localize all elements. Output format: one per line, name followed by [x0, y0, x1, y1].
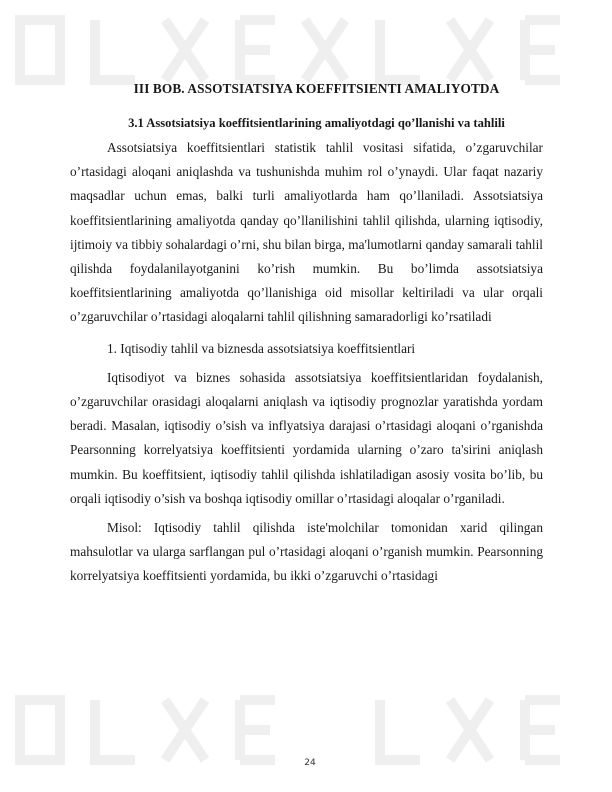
page-number: 24 [304, 758, 316, 768]
chapter-title: III BOB. ASSOTSIATSIYA KOEFFITSIENTI AMALIYOTDA [133, 81, 500, 96]
paragraph-economics: Iqtisodiyot va biznes sohasida assotsiatsiya koeffitsientlaridan foydalanish, o’zgaruvchilar orasidagi aloqalarni aniqlash va iqtisodiy prognozlar yaratishda yordam beradi. Masalan, iqtisodiy o’sish va inflyatsiya darajasi o’rtasidagi aloqani o’rganishda Pearsonning korrelyatsiya koeffitsienti yordamida ularning o’zaro ta'sirini aniqlash mumkin. Bu koeffitsient, iqtisodiy tahlil qilishda ishlatiladigan asosiy vosita bo’lib, bu orqali iqtisodiy o’sish va boshqa iqtisodiy omillar o’rtasidagi aloqalar o’rganiladi. [70, 369, 543, 506]
paragraph-example: Misol: Iqtisodiy tahlil qilishda iste'molchilar tomonidan xarid qilingan mahsulotlar va ularga sarflangan pul o’rtasidagi aloqani o’rganish mumkin. Pearsonning korrelyatsiya koeffitsienti yordamida, bu ikki o’zgaruvchi o’rtasidagi [70, 520, 543, 584]
paragraph-intro: Assotsiatsiya koeffitsientlari statistik tahlil vositasi sifatida, o’zgaruvchilar o’rtasidagi aloqani aniqlashda va tushunishda muhim rol o’ynaydi. Ular faqat nazariy maqsadlar uchun emas, balki turli amaliyotlarda ham qo’llaniladi. Assotsiatsiya koeffitsientlarining amaliyotda qanday qo’llanilishini tahlil qilishda, ularning iqtisodiy, ijtimoiy va tibbiy sohalardagi o’rni, shu bilan birga, ma'lumotlarni qanday samarali tahlil qilishda foydalanilayotganini ko’rish mumkin. Bu bo’limda assotsiatsiya koeffitsientlarining amaliyotda qo’llanishiga oid misollar keltiriladi va ular orqali o’zgaruvchilar o’rtasidagi aloqalarni tahlil qilishning samaradorligi ko’rsatiladi [70, 140, 543, 325]
document-page [70, 80, 543, 589]
subheading-economic-analysis: 1. Iqtisodiy tahlil va biznesda assotsiatsiya koeffitsientlari [107, 340, 416, 356]
section-title: 3.1 Assotsiatsiya koeffitsientlarining amaliyotdagi qo’llanishi va tahlili [128, 116, 505, 130]
